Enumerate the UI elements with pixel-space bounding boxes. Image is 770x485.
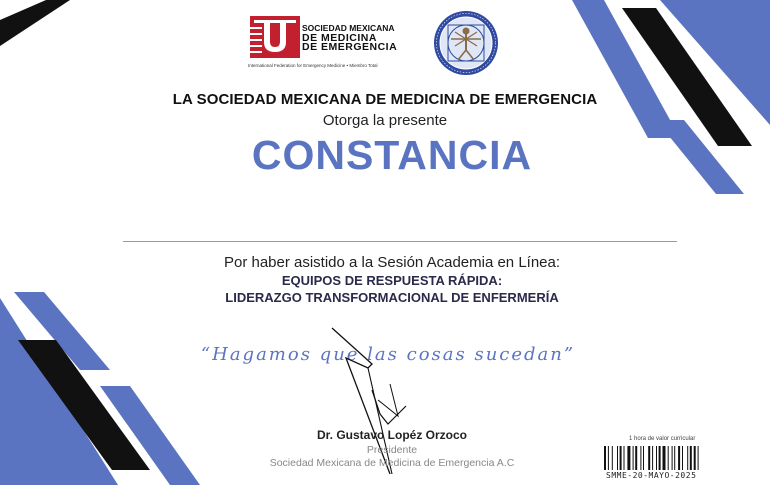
logo-wordmark [302, 24, 397, 53]
certificate-title: CONSTANCIA [251, 132, 533, 178]
motto-quote: “Hagamos que las cosas sucedan” [200, 344, 576, 365]
organization-heading: LA SOCIEDAD MEXICANA DE MEDICINA DE EMERGENCIA [172, 91, 598, 108]
barcode-icon [604, 446, 730, 470]
barcode-bar [648, 446, 650, 470]
barcode-bar [690, 446, 692, 470]
grant-text: Otorga la presente [322, 112, 448, 129]
ifem-seal-icon [433, 10, 499, 76]
barcode-bar [672, 446, 673, 470]
barcode-bar [668, 446, 669, 470]
organization-logo [248, 14, 398, 74]
barcode-bar [659, 446, 661, 470]
smme-logo-icon [250, 16, 300, 58]
barcode-bar [652, 446, 653, 470]
barcode-bar [674, 446, 675, 470]
barcode-bar [640, 446, 641, 470]
barcode-bar [656, 446, 657, 470]
barcode-bar [682, 446, 683, 470]
barcode-bar [643, 446, 644, 470]
validation-code: SMME-20-MAYO-2025 [606, 471, 697, 480]
barcode-bar [633, 446, 634, 470]
logo-line-3: DE EMERGENCIA [302, 41, 398, 53]
logo-tagline: International Federation for Emergency Medicine • Miembro Total [248, 63, 378, 68]
barcode-bar [678, 446, 680, 470]
barcode-bar [608, 446, 609, 470]
barcode-bar [698, 446, 699, 470]
barcode-bar [694, 446, 696, 470]
curricular-value-label: 1 hora de valor curricular [629, 436, 696, 442]
signatory-organization: Sociedad Mexicana de Medicina de Emergencia A.C [269, 457, 515, 469]
barcode-bar [617, 446, 618, 470]
logo-line-2: DE MEDICINA [302, 31, 377, 44]
barcode-bar [612, 446, 613, 470]
session-title-line-1: EQUIPOS DE RESPUESTA RÁPIDA: [281, 273, 503, 288]
barcode-bar [620, 446, 622, 470]
barcode-bar [635, 446, 637, 470]
session-title-line-2: LIDERAZGO TRANSFORMACIONAL DE ENFERMERÍA [225, 290, 559, 305]
signatory-name: Dr. Gustavo Lopéz Orzoco [316, 428, 468, 442]
barcode-bar [687, 446, 688, 470]
logo-line-1: SOCIEDAD MEXICANA [302, 23, 395, 33]
signatory-role: Presidente [366, 444, 418, 456]
stripe-top-left-dark [0, 0, 70, 46]
attendance-text: Por haber asistido a la Sesión Academia en Línea: [223, 254, 561, 271]
barcode-bar [663, 446, 666, 470]
barcode-bar [627, 446, 630, 470]
barcode-bar [604, 446, 606, 470]
barcode-bar [624, 446, 625, 470]
divider-line [123, 241, 677, 242]
